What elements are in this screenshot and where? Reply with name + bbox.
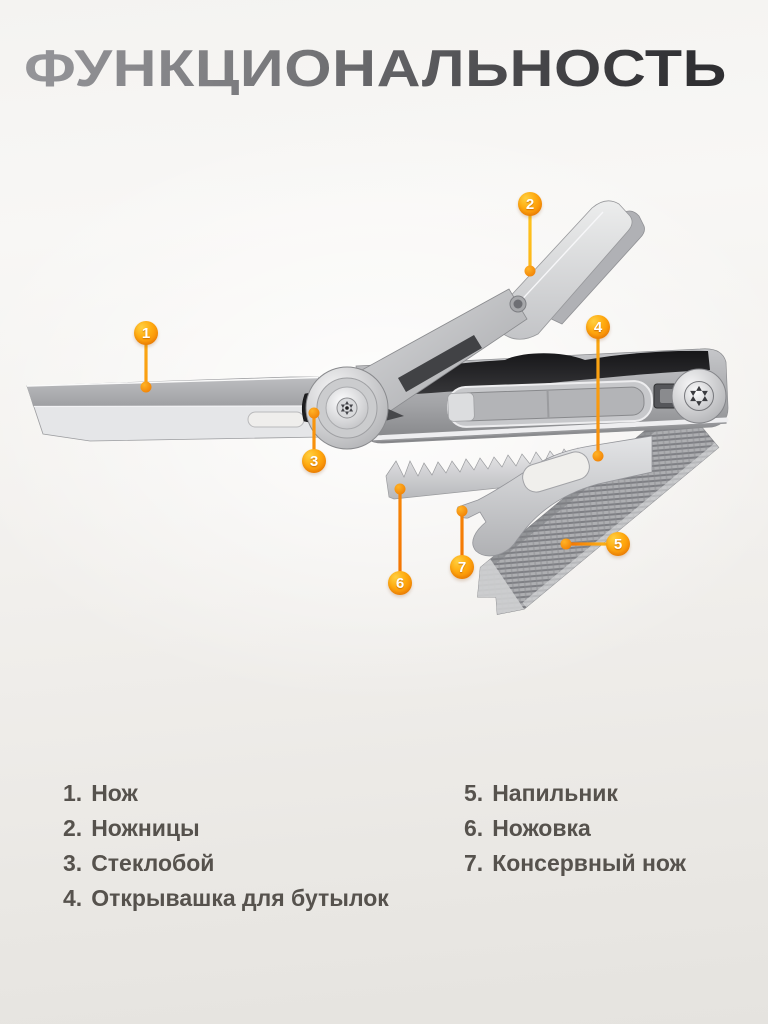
legend-item-label: Ножницы [91,815,200,841]
legend-item [63,846,389,881]
legend-column-right [464,776,686,881]
pivot-axle [306,367,388,449]
callout-number: 3 [309,452,319,470]
callout-badge-3 [302,449,326,473]
legend-item [63,811,389,846]
legend-item-label: Ножовка [492,815,591,841]
slot-inner [456,387,645,422]
callout-number: 4 [593,318,603,336]
callout-dot-5 [561,539,572,550]
legend-item-label: Нож [91,780,138,806]
knife-grind-line [34,406,318,407]
legend-item [464,846,686,881]
callout-number: 1 [141,324,151,342]
callout-badge-7 [450,555,474,579]
legend-item-label: Напильник [492,780,618,806]
legend-item [464,811,686,846]
legend-item-number: 6. [464,815,484,841]
callout-badge-6 [388,571,412,595]
callout-dot-1 [141,382,152,393]
scissors-screw [510,296,526,312]
callout-dot-7 [457,506,468,517]
legend-item-number: 4. [63,885,83,911]
page-title: ФУНКЦИОНАЛЬНОСТЬ [24,40,728,98]
slot-divider [548,390,549,418]
callout-badge-1 [134,321,158,345]
knife [27,377,322,441]
legend-item-label: Консервный нож [492,850,686,876]
legend-item-label: Открывашка для бутылок [91,885,389,911]
legend-item-number: 7. [464,850,484,876]
callout-badge-2 [518,192,542,216]
legend-item-number: 3. [63,850,83,876]
legend-item-number: 1. [63,780,83,806]
callout-dot-6 [395,484,406,495]
callout-number: 7 [457,558,467,576]
callout-dot-2 [525,266,536,277]
legend-item-number: 5. [464,780,484,806]
callout-dot-3 [309,408,320,419]
callout-badge-5 [606,532,630,556]
legend-item [63,881,389,916]
callout-number: 2 [525,195,535,213]
legend-item-number: 2. [63,815,83,841]
handle-slot [447,380,652,427]
callout-number: 6 [395,574,405,592]
legend-item [464,776,686,811]
callout-number: 5 [613,535,623,553]
callout-dot-4 [593,451,604,462]
legend-column-left [63,776,389,916]
legend-item-label: Стеклобой [91,850,215,876]
slot-block [448,393,475,422]
callout-badge-4 [586,315,610,339]
knife-thumb-slot [248,412,304,427]
legend-item [63,776,389,811]
